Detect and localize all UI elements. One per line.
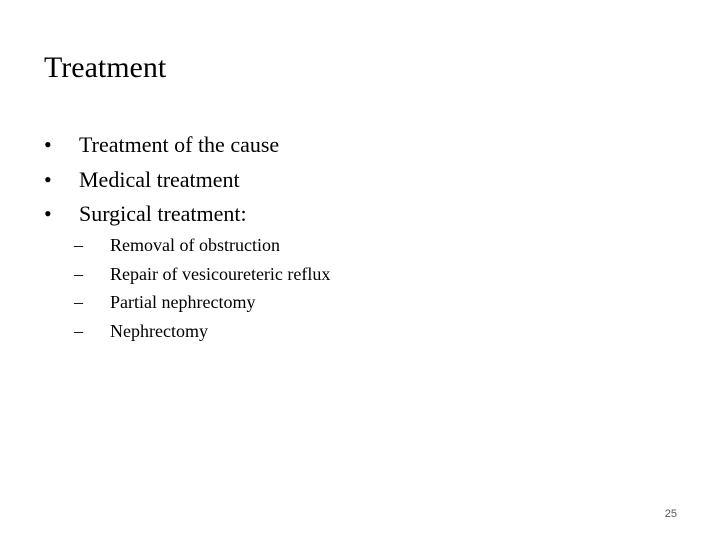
bullet-icon: • (44, 201, 52, 226)
dash-icon: – (74, 263, 83, 284)
dash-icon: – (74, 321, 83, 342)
dash-icon: – (74, 292, 83, 313)
bullet-text: Surgical treatment: (79, 201, 247, 226)
bullet-text: Medical treatment (79, 166, 240, 192)
bullet-icon: • (44, 132, 52, 157)
page-number: 25 (664, 508, 677, 520)
sub-bullet-text: Partial nephrectomy (110, 292, 256, 313)
dash-icon: – (74, 235, 83, 255)
sub-bullet-text: Nephrectomy (110, 321, 208, 342)
sub-bullet-text: Repair of vesicoureteric reflux (110, 263, 331, 284)
bullet-icon: • (44, 166, 52, 192)
sub-bullet-text: Removal of obstruction (110, 235, 280, 255)
slide-title: Treatment (44, 51, 167, 84)
bullet-text: Treatment of the cause (79, 132, 280, 157)
